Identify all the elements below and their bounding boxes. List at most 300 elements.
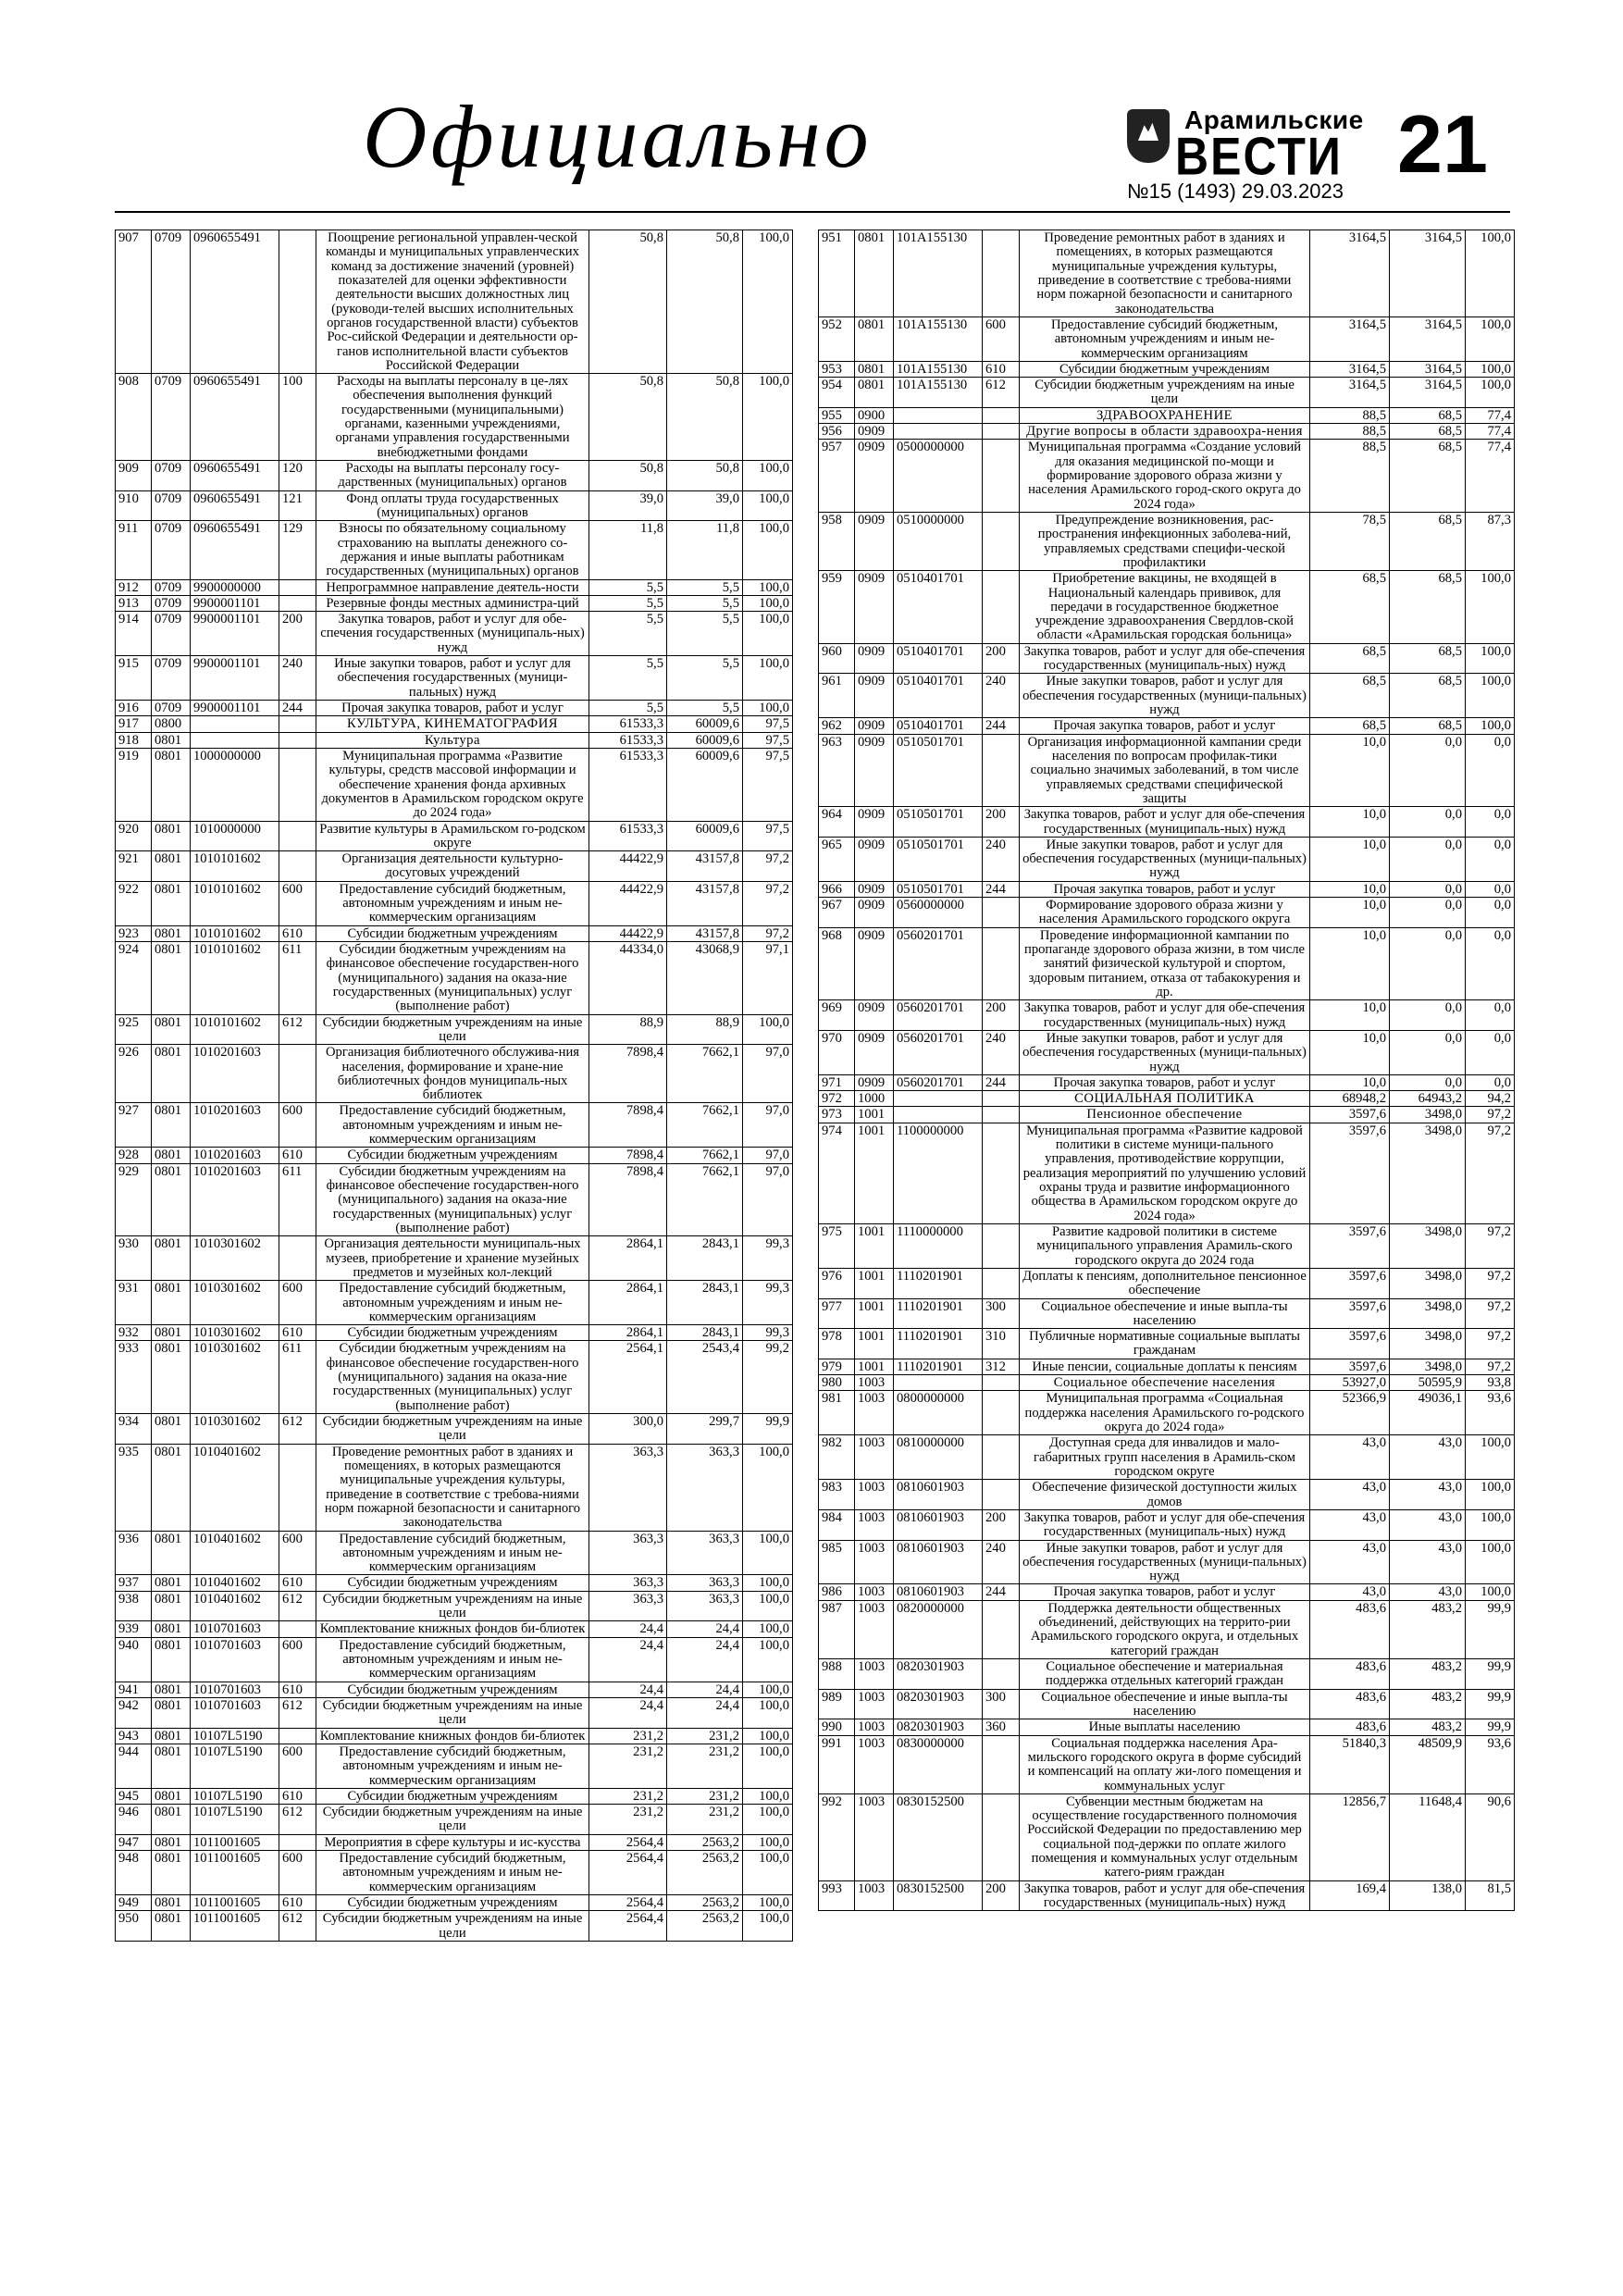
target-code: 1010701603 — [191, 1682, 279, 1697]
execution-percent: 99,3 — [743, 1281, 793, 1325]
execution-percent: 99,2 — [743, 1341, 793, 1414]
planned-amount: 10,0 — [1310, 807, 1390, 838]
planned-amount: 7898,4 — [589, 1163, 667, 1236]
execution-percent: 0,0 — [1466, 927, 1515, 1000]
execution-percent: 100,0 — [743, 1911, 793, 1942]
section-code: 0709 — [152, 701, 191, 716]
section-code: 0801 — [152, 1788, 191, 1804]
table-row — [819, 230, 1515, 317]
section-code: 1003 — [855, 1735, 894, 1793]
expense-type: 610 — [279, 1148, 316, 1163]
actual-amount: 3498,0 — [1390, 1329, 1466, 1359]
table-row — [116, 1728, 793, 1744]
actual-amount: 231,2 — [667, 1744, 743, 1788]
planned-amount: 44422,9 — [589, 925, 667, 941]
actual-amount: 3164,5 — [1390, 316, 1466, 361]
section-code: 0909 — [855, 424, 894, 440]
row-number: 935 — [116, 1444, 152, 1531]
item-name: Приобретение вакцины, не входящей в Национальный календарь прививок, для передачи в государственное бюджетное учреждение здравоохранения Свердлов-ской области «Арамильская городская больница» — [1020, 571, 1310, 644]
execution-percent: 97,2 — [743, 925, 793, 941]
row-number: 958 — [819, 512, 855, 570]
row-number: 978 — [819, 1329, 855, 1359]
section-code: 0801 — [152, 1697, 191, 1728]
row-number: 969 — [819, 1000, 855, 1031]
actual-amount: 3498,0 — [1390, 1223, 1466, 1268]
expense-type — [279, 851, 316, 882]
actual-amount: 7662,1 — [667, 1148, 743, 1163]
target-code: 0810601903 — [894, 1480, 983, 1510]
target-code: 9900000000 — [191, 579, 279, 595]
row-number: 954 — [819, 378, 855, 408]
execution-percent: 100,0 — [1466, 361, 1515, 377]
expense-type — [983, 407, 1020, 423]
execution-percent: 100,0 — [1466, 718, 1515, 734]
planned-amount: 88,5 — [1310, 424, 1390, 440]
section-code: 0801 — [152, 1911, 191, 1942]
table-row — [819, 1659, 1515, 1690]
section-code: 0709 — [152, 656, 191, 701]
section-code: 1003 — [855, 1880, 894, 1911]
expense-type — [983, 440, 1020, 513]
target-code: 1110000000 — [894, 1223, 983, 1268]
planned-amount: 2864,1 — [589, 1281, 667, 1325]
planned-amount: 44422,9 — [589, 851, 667, 882]
expense-type: 610 — [279, 1575, 316, 1591]
row-number: 977 — [819, 1298, 855, 1329]
target-code: 0560201701 — [894, 1074, 983, 1090]
target-code: 10107L5190 — [191, 1728, 279, 1744]
planned-amount: 3597,6 — [1310, 1268, 1390, 1298]
target-code: 1100000000 — [894, 1123, 983, 1223]
table-row — [819, 1480, 1515, 1510]
execution-percent: 0,0 — [1466, 881, 1515, 897]
section-code: 0801 — [152, 821, 191, 851]
section-code: 1001 — [855, 1329, 894, 1359]
execution-percent: 0,0 — [1466, 1030, 1515, 1074]
target-code: 0560201701 — [894, 1000, 983, 1031]
item-name: Расходы на выплаты персоналу в це-лях обеспечения выполнения функций государственными (муниципальными) органами, казенными учреждениями, органами управления государственными внебюджетными фондами — [316, 374, 589, 461]
section-code: 0709 — [152, 374, 191, 461]
execution-percent: 97,1 — [743, 942, 793, 1015]
table-row — [116, 1281, 793, 1325]
target-code: 0510401701 — [894, 643, 983, 674]
target-code: 0960655491 — [191, 490, 279, 521]
execution-percent: 97,2 — [1466, 1223, 1515, 1268]
expense-type — [279, 1045, 316, 1103]
coat-of-arms-icon — [1127, 109, 1170, 163]
row-number: 942 — [116, 1697, 152, 1728]
section-code: 0801 — [855, 378, 894, 408]
target-code: 1000000000 — [191, 748, 279, 821]
target-code: 10107L5190 — [191, 1805, 279, 1835]
planned-amount: 5,5 — [589, 656, 667, 701]
planned-amount: 11,8 — [589, 521, 667, 579]
item-name: Развитие кадровой политики в системе муниципального управления Арамиль-ского городского округа до 2024 года — [1020, 1223, 1310, 1268]
actual-amount: 43,0 — [1390, 1540, 1466, 1584]
actual-amount: 3164,5 — [1390, 361, 1466, 377]
execution-percent: 100,0 — [743, 374, 793, 461]
item-name: Муниципальная программа «Развитие культуры, средств массовой информации и обеспечение хранения фонда архивных документов в Арамильском городском округе до 2024 года» — [316, 748, 589, 821]
item-name: Публичные нормативные социальные выплаты гражданам — [1020, 1329, 1310, 1359]
item-name: Субсидии бюджетным учреждениям — [1020, 361, 1310, 377]
execution-percent: 100,0 — [743, 612, 793, 656]
planned-amount: 5,5 — [589, 701, 667, 716]
section-code: 1003 — [855, 1659, 894, 1690]
actual-amount: 68,5 — [1390, 571, 1466, 644]
item-name: Прочая закупка товаров, работ и услуг — [1020, 1074, 1310, 1090]
target-code: 1110201901 — [894, 1329, 983, 1359]
item-name: Комплектование книжных фондов би-блиотек — [316, 1728, 589, 1744]
expense-type: 129 — [279, 521, 316, 579]
execution-percent: 97,0 — [743, 1045, 793, 1103]
table-row — [819, 1509, 1515, 1540]
actual-amount: 3498,0 — [1390, 1123, 1466, 1223]
item-name: Субсидии бюджетным учреждениям — [316, 1895, 589, 1911]
actual-amount: 363,3 — [667, 1531, 743, 1575]
table-row — [116, 1637, 793, 1682]
actual-amount: 483,2 — [1390, 1659, 1466, 1690]
table-row — [116, 612, 793, 656]
target-code: 1011001605 — [191, 1851, 279, 1895]
item-name: Иные закупки товаров, работ и услуг для обеспечения государственных (муници-пальных) нужд — [316, 656, 589, 701]
section-code: 0801 — [152, 1341, 191, 1414]
row-number: 919 — [116, 748, 152, 821]
planned-amount: 10,0 — [1310, 734, 1390, 807]
actual-amount: 24,4 — [667, 1637, 743, 1682]
table-row — [116, 1014, 793, 1045]
section-code: 0801 — [152, 1148, 191, 1163]
right-column — [818, 230, 1514, 1911]
item-name: Социальное обеспечение и материальная поддержка отдельных категорий граждан — [1020, 1659, 1310, 1690]
planned-amount: 61533,3 — [589, 716, 667, 732]
table-row — [819, 1359, 1515, 1374]
expense-type: 600 — [279, 1851, 316, 1895]
item-name: Поощрение региональной управлен-ческой команды и муниципальных управленческих команд за достижение значений (уровней) показателей для оценки эффективности деятельности высших должностных лиц (руководи-телей высших исполнительных органов государственной власти) субъектов Рос-сийской Федерации и деятельности ор-ганов исполнительной власти субъектов Российской Федерации — [316, 230, 589, 374]
row-number: 988 — [819, 1659, 855, 1690]
target-code: 0500000000 — [894, 440, 983, 513]
section-code: 0900 — [855, 407, 894, 423]
section-code: 0801 — [855, 361, 894, 377]
execution-percent: 100,0 — [1466, 674, 1515, 718]
row-number: 933 — [116, 1341, 152, 1414]
item-name: Субсидии бюджетным учреждениям — [316, 1325, 589, 1341]
execution-percent: 77,4 — [1466, 424, 1515, 440]
actual-amount: 2843,1 — [667, 1236, 743, 1281]
expense-type: 600 — [983, 316, 1020, 361]
item-name: Субсидии бюджетным учреждениям на финансовое обеспечение государствен-ного (муниципального) задания на оказа-ние государственных (муниципальных) услуг (выполнение работ) — [316, 1163, 589, 1236]
row-number: 955 — [819, 407, 855, 423]
expense-type: 244 — [279, 701, 316, 716]
planned-amount: 10,0 — [1310, 927, 1390, 1000]
planned-amount: 68948,2 — [1310, 1091, 1390, 1107]
expense-type: 244 — [983, 718, 1020, 734]
actual-amount: 24,4 — [667, 1697, 743, 1728]
item-name: Прочая закупка товаров, работ и услуг — [1020, 718, 1310, 734]
target-code: 9900001101 — [191, 656, 279, 701]
section-code: 0709 — [152, 521, 191, 579]
actual-amount: 60009,6 — [667, 821, 743, 851]
actual-amount: 3498,0 — [1390, 1107, 1466, 1123]
expense-type — [983, 734, 1020, 807]
expense-type — [983, 571, 1020, 644]
row-number: 912 — [116, 579, 152, 595]
section-code: 0801 — [855, 316, 894, 361]
target-code: 1010201603 — [191, 1148, 279, 1163]
section-code: 1001 — [855, 1123, 894, 1223]
execution-percent: 100,0 — [743, 521, 793, 579]
planned-amount: 43,0 — [1310, 1509, 1390, 1540]
expense-type — [983, 1375, 1020, 1391]
row-number: 923 — [116, 925, 152, 941]
execution-percent: 100,0 — [743, 1014, 793, 1045]
row-number: 957 — [819, 440, 855, 513]
expense-type — [983, 1268, 1020, 1298]
table-row — [116, 716, 793, 732]
table-row — [819, 512, 1515, 570]
expense-type: 612 — [279, 1911, 316, 1942]
item-name: Иные пенсии, социальные доплаты к пенсиям — [1020, 1359, 1310, 1374]
row-number: 910 — [116, 490, 152, 521]
row-number: 976 — [819, 1268, 855, 1298]
actual-amount: 3498,0 — [1390, 1298, 1466, 1329]
table-row — [116, 374, 793, 461]
actual-amount: 68,5 — [1390, 674, 1466, 718]
actual-amount: 231,2 — [667, 1805, 743, 1835]
item-name: Предоставление субсидий бюджетным, автономным учреждениям и иным не-коммерческим организациям — [316, 1531, 589, 1575]
actual-amount: 2843,1 — [667, 1325, 743, 1341]
row-number: 932 — [116, 1325, 152, 1341]
planned-amount: 363,3 — [589, 1531, 667, 1575]
planned-amount: 300,0 — [589, 1414, 667, 1445]
planned-amount: 7898,4 — [589, 1045, 667, 1103]
target-code: 1010701603 — [191, 1697, 279, 1728]
item-name: Культура — [316, 732, 589, 748]
row-number: 975 — [819, 1223, 855, 1268]
item-name: Субсидии бюджетным учреждениям — [316, 925, 589, 941]
expense-type — [983, 1223, 1020, 1268]
section-code: 0801 — [152, 1805, 191, 1835]
execution-percent: 97,5 — [743, 732, 793, 748]
actual-amount: 3498,0 — [1390, 1268, 1466, 1298]
target-code: 10107L5190 — [191, 1788, 279, 1804]
section-code: 0801 — [152, 732, 191, 748]
table-row — [116, 851, 793, 882]
target-code: 0960655491 — [191, 230, 279, 374]
actual-amount: 483,2 — [1390, 1600, 1466, 1658]
target-code: 10107L5190 — [191, 1744, 279, 1788]
actual-amount: 43,0 — [1390, 1480, 1466, 1510]
row-number: 970 — [819, 1030, 855, 1074]
target-code: 101A155130 — [894, 230, 983, 317]
item-name: Предупреждение возникновения, рас-пространения инфекционных заболева-ний, управляемых средствами специфи-ческой профилактики — [1020, 512, 1310, 570]
row-number: 993 — [819, 1880, 855, 1911]
planned-amount: 7898,4 — [589, 1148, 667, 1163]
target-code: 0960655491 — [191, 374, 279, 461]
table-row — [819, 1689, 1515, 1719]
item-name: Муниципальная программа «Развитие кадровой политики в системе муници-пального управления, противодействие коррупции, реализация мероприятий по улучшению условий охраны труда и развитие информационного общества в Арамильском городском округе до 2024 года» — [1020, 1123, 1310, 1223]
expense-type — [279, 1236, 316, 1281]
actual-amount: 2563,2 — [667, 1851, 743, 1895]
target-code — [894, 1375, 983, 1391]
actual-amount: 39,0 — [667, 490, 743, 521]
planned-amount: 78,5 — [1310, 512, 1390, 570]
table-row — [819, 1375, 1515, 1391]
row-number: 924 — [116, 942, 152, 1015]
section-code: 0801 — [152, 925, 191, 941]
item-name: Другие вопросы в области здравоохра-нения — [1020, 424, 1310, 440]
execution-percent: 97,0 — [743, 1148, 793, 1163]
planned-amount: 10,0 — [1310, 1000, 1390, 1031]
expense-type — [279, 1834, 316, 1850]
target-code: 1110201901 — [894, 1359, 983, 1374]
table-row — [819, 1719, 1515, 1735]
actual-amount: 2843,1 — [667, 1281, 743, 1325]
planned-amount: 43,0 — [1310, 1540, 1390, 1584]
expense-type — [279, 732, 316, 748]
target-code: 101A155130 — [894, 361, 983, 377]
item-name: Муниципальная программа «Социальная поддержка населения Арамильского го-родского округа до 2024 года» — [1020, 1391, 1310, 1435]
target-code: 1010301602 — [191, 1236, 279, 1281]
actual-amount: 483,2 — [1390, 1719, 1466, 1735]
actual-amount: 2563,2 — [667, 1834, 743, 1850]
item-name: Прочая закупка товаров, работ и услуг — [1020, 1584, 1310, 1600]
execution-percent: 100,0 — [743, 1591, 793, 1621]
item-name: Предоставление субсидий бюджетным, автономным учреждениям и иным не-коммерческим организациям — [316, 1281, 589, 1325]
target-code: 0510401701 — [894, 571, 983, 644]
row-number: 950 — [116, 1911, 152, 1942]
expense-type: 100 — [279, 374, 316, 461]
table-row — [116, 521, 793, 579]
table-row — [819, 407, 1515, 423]
row-number: 917 — [116, 716, 152, 732]
table-row — [819, 378, 1515, 408]
planned-amount: 231,2 — [589, 1805, 667, 1835]
execution-percent: 100,0 — [1466, 230, 1515, 317]
item-name: Предоставление субсидий бюджетным, автономным учреждениям и иным не-коммерческим организациям — [316, 1637, 589, 1682]
item-name: Закупка товаров, работ и услуг для обе-спечения государственных (муниципаль-ных) нужд — [1020, 1880, 1310, 1911]
row-number: 981 — [819, 1391, 855, 1435]
section-code: 0909 — [855, 734, 894, 807]
target-code: 0510501701 — [894, 807, 983, 838]
execution-percent: 0,0 — [1466, 1000, 1515, 1031]
planned-amount: 2564,4 — [589, 1895, 667, 1911]
section-code: 0909 — [855, 571, 894, 644]
section-code: 1001 — [855, 1107, 894, 1123]
row-number: 925 — [116, 1014, 152, 1045]
table-row — [116, 579, 793, 595]
row-number: 964 — [819, 807, 855, 838]
page-number: 21 — [1397, 98, 1488, 190]
planned-amount: 39,0 — [589, 490, 667, 521]
row-number: 966 — [819, 881, 855, 897]
target-code: 0960655491 — [191, 461, 279, 491]
item-name: Иные выплаты населению — [1020, 1719, 1310, 1735]
planned-amount: 53927,0 — [1310, 1375, 1390, 1391]
planned-amount: 2564,4 — [589, 1911, 667, 1942]
item-name: Проведение ремонтных работ в зданиях и помещениях, в которых размещаются муниципальные учреждения культуры, приведение в соответствие с требова-ниями норм пожарной безопасности и санитарного законодательства — [1020, 230, 1310, 317]
actual-amount: 3498,0 — [1390, 1359, 1466, 1374]
target-code: 0830000000 — [894, 1735, 983, 1793]
section-code: 0709 — [152, 490, 191, 521]
execution-percent: 0,0 — [1466, 807, 1515, 838]
actual-amount: 43157,8 — [667, 881, 743, 925]
section-code: 0801 — [152, 1236, 191, 1281]
actual-amount: 0,0 — [1390, 927, 1466, 1000]
table-row — [116, 732, 793, 748]
target-code: 101A155130 — [894, 378, 983, 408]
table-row — [819, 1030, 1515, 1074]
section-code: 1000 — [855, 1091, 894, 1107]
execution-percent: 100,0 — [743, 1697, 793, 1728]
actual-amount: 363,3 — [667, 1444, 743, 1531]
planned-amount: 3597,6 — [1310, 1298, 1390, 1329]
target-code: 1011001605 — [191, 1911, 279, 1942]
expense-type: 611 — [279, 942, 316, 1015]
section-code: 0801 — [152, 851, 191, 882]
actual-amount: 5,5 — [667, 595, 743, 611]
table-row — [819, 734, 1515, 807]
expense-type: 612 — [279, 1697, 316, 1728]
table-body-right — [819, 230, 1515, 1911]
target-code — [191, 732, 279, 748]
planned-amount: 2564,4 — [589, 1851, 667, 1895]
execution-percent: 100,0 — [743, 461, 793, 491]
item-name: Развитие культуры в Арамильском го-родском округе — [316, 821, 589, 851]
target-code: 0810601903 — [894, 1540, 983, 1584]
table-row — [819, 1435, 1515, 1480]
planned-amount: 68,5 — [1310, 643, 1390, 674]
expense-type: 600 — [279, 1744, 316, 1788]
target-code: 1010401602 — [191, 1591, 279, 1621]
target-code: 1110201901 — [894, 1268, 983, 1298]
row-number: 983 — [819, 1480, 855, 1510]
table-row — [116, 925, 793, 941]
section-code: 0801 — [152, 1163, 191, 1236]
planned-amount: 483,6 — [1310, 1719, 1390, 1735]
section-code: 0801 — [152, 1591, 191, 1621]
actual-amount: 0,0 — [1390, 837, 1466, 881]
actual-amount: 363,3 — [667, 1575, 743, 1591]
table-row — [819, 674, 1515, 718]
planned-amount: 3164,5 — [1310, 378, 1390, 408]
expense-type — [279, 821, 316, 851]
planned-amount: 10,0 — [1310, 898, 1390, 928]
actual-amount: 48509,9 — [1390, 1735, 1466, 1793]
planned-amount: 88,5 — [1310, 440, 1390, 513]
target-code: 0830152500 — [894, 1880, 983, 1911]
item-name: СОЦИАЛЬНАЯ ПОЛИТИКА — [1020, 1091, 1310, 1107]
row-number: 937 — [116, 1575, 152, 1591]
table-row — [116, 656, 793, 701]
item-name: Предоставление субсидий бюджетным, автономным учреждениям и иным не-коммерческим организациям — [316, 1103, 589, 1148]
row-number: 990 — [819, 1719, 855, 1735]
table-row — [819, 1091, 1515, 1107]
row-number: 931 — [116, 1281, 152, 1325]
actual-amount: 68,5 — [1390, 407, 1466, 423]
expense-type: 240 — [983, 674, 1020, 718]
table-row — [819, 718, 1515, 734]
execution-percent: 100,0 — [743, 1744, 793, 1788]
actual-amount: 363,3 — [667, 1591, 743, 1621]
planned-amount: 10,0 — [1310, 1074, 1390, 1090]
item-name: Социальное обеспечение и иные выпла-ты населению — [1020, 1689, 1310, 1719]
actual-amount: 88,9 — [667, 1014, 743, 1045]
planned-amount: 43,0 — [1310, 1584, 1390, 1600]
table-row — [819, 440, 1515, 513]
section-code: 0909 — [855, 881, 894, 897]
table-row — [819, 807, 1515, 838]
table-row — [116, 821, 793, 851]
